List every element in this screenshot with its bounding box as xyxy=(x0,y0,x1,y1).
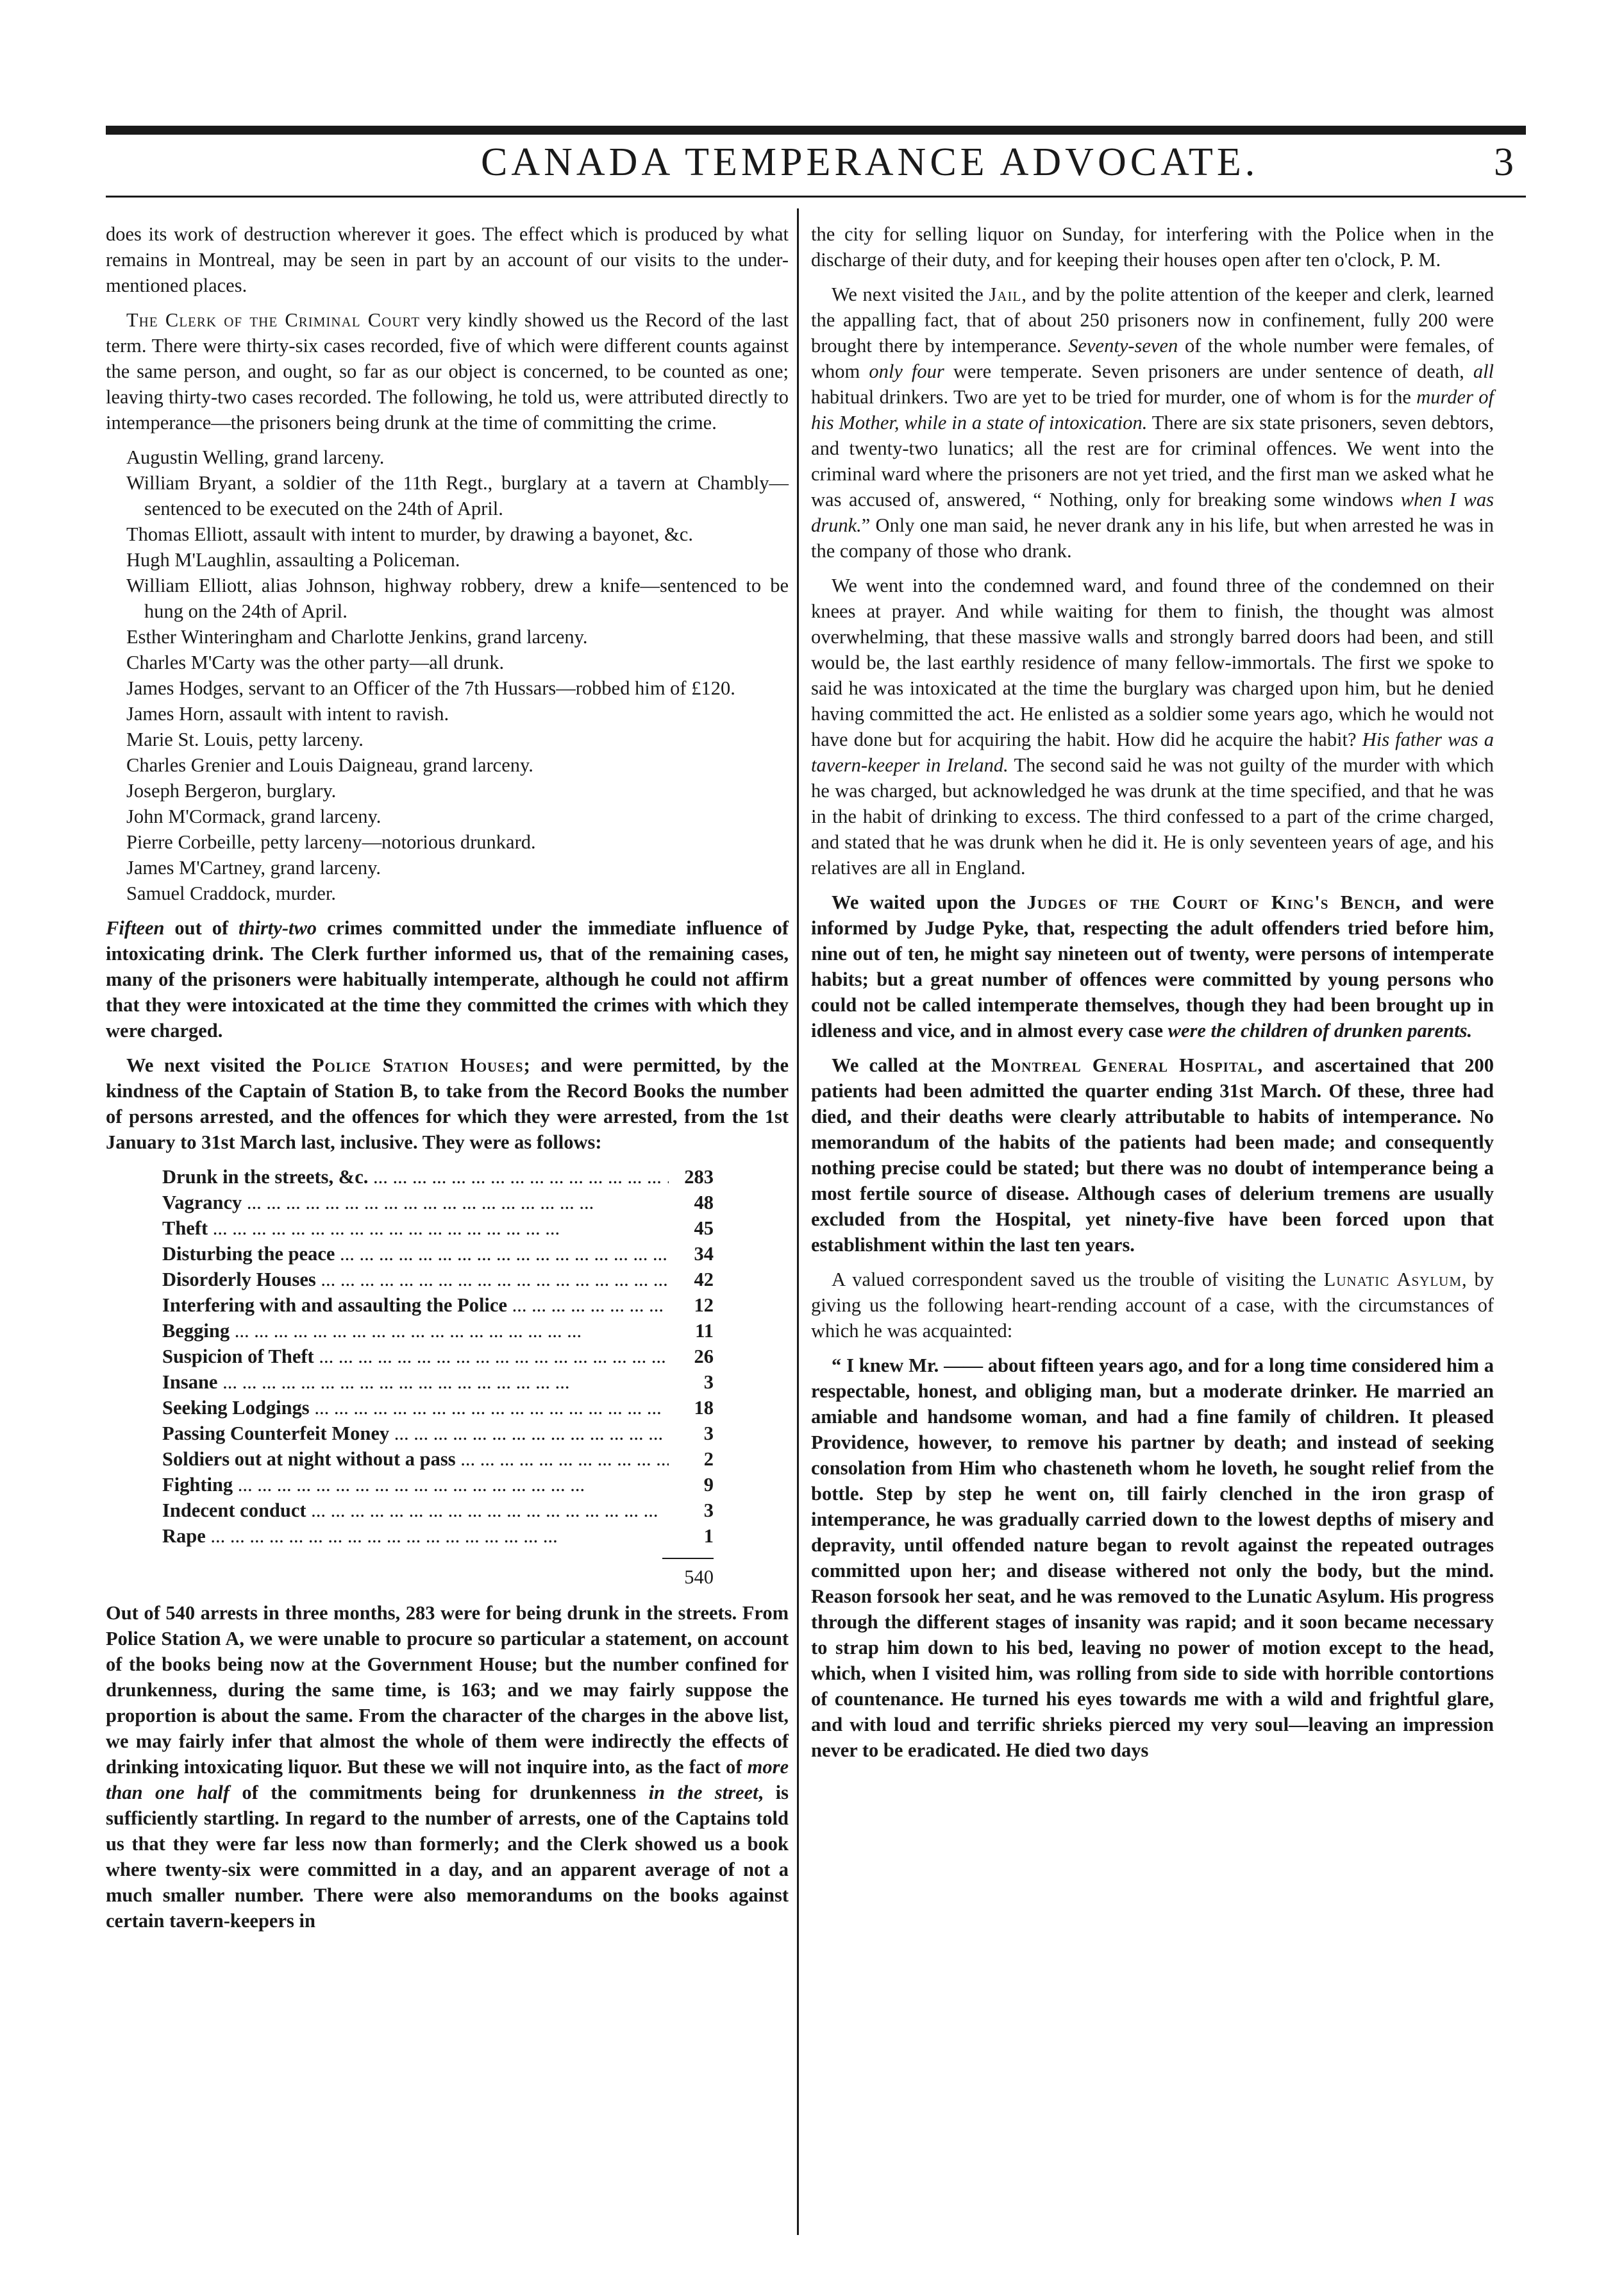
list-item: William Elliott, alias Johnson, highway robbery, drew a knife—sentenced to be hung on the 24th of April. xyxy=(126,575,789,622)
clerk-heading: The Clerk of the Criminal Court xyxy=(126,309,421,331)
list-item: James Horn, assault with intent to ravish. xyxy=(126,703,449,725)
left-paragraph-police: We next visited the Police Station Houses; and were permitted, by the kindness of the Captain of Station B, to take from the Record Books the number of persons arrested, and the offences for which they were arrested, from the 1st January to 31st March last, inclusive. They were as follows: xyxy=(106,1054,789,1153)
total-rule xyxy=(662,1558,714,1559)
table-row: Soldiers out at night without a pass ... . 2 xyxy=(162,1446,714,1472)
left-paragraph-clerk: The Clerk of the Criminal Court very kindly showed us the Record of the last term. There were thirty-six cases recorded, five of which were different counts against the same person, and ought, so far as our object is concerned, to be counted as one; leaving thirty-two cases recorded. The following, he told us, were attributed directly to intemperance—the prisoners being drunk at the time of committing the crime. xyxy=(106,309,789,434)
list-item: John M'Cormack, grand larceny. xyxy=(126,806,381,827)
table-row: Rape ... . 1 xyxy=(162,1523,714,1549)
list-item: James Hodges, servant to an Officer of the 7th Hussars—robbed him of £120. xyxy=(126,677,735,699)
list-item: Charles Grenier and Louis Daigneau, grand larceny. xyxy=(126,754,533,776)
stats-total: 540 xyxy=(684,1566,714,1588)
right-paragraph-jail: We next visited the Jail, and by the polite attention of the keeper and clerk, learned the appalling fact, that of about 250 prisoners now in confinement, fully 200 were brought there by intemperance. Seventy-seven of the whole number were females, of whom only four were temperate. Seven prisoners are under sentence of death, all habitual drinkers. Two are yet to be tried for murder, one of whom is for the murder of his Mother, while in a state of intoxication. There are six state prisoners, seven debtors, and twenty-two lunatics; all the rest are for criminal offences. We went into the criminal ward where the prisoners are not yet tried, and the first man we asked what he was accused of, answered, “ Nothing, only for breaking some windows when I was drunk.” Only one man said, he never drank any in his life, but when arrested he was in the company of those who drank. xyxy=(811,283,1494,562)
table-row: Disturbing the peace ... . 34 xyxy=(162,1241,714,1267)
table-row: Theft ... . 45 xyxy=(162,1215,714,1241)
table-row: Insane ... . 3 xyxy=(162,1369,714,1395)
list-item: Hugh M'Laughlin, assaulting a Policeman. xyxy=(126,549,460,571)
list-item: Thomas Elliott, assault with intent to murder, by drawing a bayonet, &c. xyxy=(126,523,693,545)
list-item: Augustin Welling, grand larceny. xyxy=(126,446,385,468)
page-number: 3 xyxy=(1494,140,1514,184)
table-row: Indecent conduct ... . 3 xyxy=(162,1497,714,1523)
table-row: Vagrancy ... . 48 xyxy=(162,1190,714,1215)
table-row: Drunk in the streets, &c. ... . 283 xyxy=(162,1164,714,1190)
right-paragraph-account: “ I knew Mr. —— about fifteen years ago, and for a long time considered him a respectable, honest, and obliging man, but a moderate drinker. He married an amiable and handsome woman, and had a fine family of children. It pleased Providence, however, to remove his partner by death; and instead of seeking consolation from Him who chasteneth whom he loveth, he sought relief from the bottle. Step by step he went on, till fairly clenched in the iron grasp of intemperance, he was gradually carried down to the lowest depths of misery and depravity, until offended nature began to revolt against the repeated outrages committed upon her; and disease withered not only the body, but the mind. Reason forsook her seat, and he was removed to the Lunatic Asylum. His progress through the different stages of insanity was rapid; and it soon became necessary to strap him down to his bed, leaving no power of motion except to the head, which, when I visited him, was rolling from side to side with horrible contortions of countenance. He turned his eyes towards me with a wild and frightful glare, and with loud and terrific shrieks pierced my very soul—leaving an impression never to be eradicated. He died two days xyxy=(811,1354,1494,1761)
table-row: Passing Counterfeit Money ... . 3 xyxy=(162,1421,714,1446)
list-item: Joseph Bergeron, burglary. xyxy=(126,780,337,802)
list-item: William Bryant, a soldier of the 11th Regt., burglary at a tavern at Chambly—sentenced to be executed on the 24th of April. xyxy=(126,472,789,519)
table-row: Disorderly Houses ... . 42 xyxy=(162,1267,714,1292)
list-item: Pierre Corbeille, petty larceny—notorious drunkard. xyxy=(126,831,536,853)
list-item: Charles M'Carty was the other party—all drunk. xyxy=(126,652,505,673)
crime-list xyxy=(106,444,789,906)
right-paragraph-hospital: We called at the Montreal General Hospital, and ascertained that 200 patients had been admitted the quarter ending 31st March. Of these, three had died, and their deaths were clearly attributable to habits of intemperance. No memorandum of the habits of the patients had been made; and consequently nothing precise could be stated; but there was no doubt of intemperance being a most fertile source of disease. Although cases of delerium tremens are usually excluded from the Hospital, yet ninety-five have been forced upon that establishment within the last ten years. xyxy=(811,1054,1494,1256)
right-paragraph-judges: We waited upon the Judges of the Court of King's Bench, and were informed by Judge Pyke, that, respecting the adult offenders tried before him, nine out of ten, he might say nineteen out of twenty, were persons of intemperate habits; but a great number of offences were committed by young persons who could not be called intemperate themselves, though they had been brought up in idleness and vice, and in almost every case were the children of drunken parents. xyxy=(811,891,1494,1042)
column-divider xyxy=(797,208,799,2235)
table-row: Begging ... . 11 xyxy=(162,1318,714,1344)
list-item: Samuel Craddock, murder. xyxy=(126,882,336,904)
table-row: Suspicion of Theft ... . 26 xyxy=(162,1344,714,1369)
right-paragraph-condemned: We went into the condemned ward, and found three of the condemned on their knees at prayer. And while waiting for them to finish, the thought was almost overwhelming, that these massive walls and strongly barred doors had been, and still would be, the last earthly residence of many fellow-immortals. The first we spoke to said he was intoxicated at the time the burglary was charged upon him, but he denied having committed the act. He enlisted as a soldier some years ago, which he would not have done but for acquiring the habit. How did he acquire the habit? His father was a tavern-keeper in Ireland. The second said he was not guilty of the murder with which he was charged, but acknowledged he was drunk at the time specified, and that he was in the habit of drinking to excess. The third confessed to a part of the crime charged, and stated that he was drunk when he did it. He is only seventeen years of age, and his relatives are all in England. xyxy=(811,575,1494,879)
right-paragraph-1: the city for selling liquor on Sunday, for interfering with the Police when in the discharge of their duty, and for keeping their houses open after ten o'clock, P. M. xyxy=(811,223,1494,271)
list-item: Esther Winteringham and Charlotte Jenkins, grand larceny. xyxy=(126,626,588,648)
header-rule-thick xyxy=(106,126,1526,135)
right-paragraph-asylum: A valued correspondent saved us the trouble of visiting the Lunatic Asylum, by giving us the following heart-rending account of a case, with the circumstances of which he was acquainted: xyxy=(811,1269,1494,1342)
right-column xyxy=(811,221,1494,1772)
left-column xyxy=(106,221,789,1943)
left-paragraph-fifteen: Fifteen out of thirty-two crimes committed under the immediate influence of intoxicating drink. The Clerk further informed us, that of the remaining cases, many of the prisoners were habitually intemperate, although he could not affirm that they were intoxicated at the time they committed the crimes with which they were charged. xyxy=(106,917,789,1042)
left-paragraph-arrests: Out of 540 arrests in three months, 283 were for being drunk in the streets. From Police Station A, we were unable to procure so particular a statement, on account of the books being now at the Government House; but the number confined for drunkenness, during the same time, is 163; and we may fairly suppose the proportion is about the same. From the character of the charges in the above list, we may fairly infer that almost the whole of them were indirectly the effects of drinking intoxicating liquor. But these we will not inquire into, as the fact of more than one half of the commitments being for drunkenness in the street, is sufficiently startling. In regard to the number of arrests, one of the Captains told us that they were far less now than formerly; and the Clerk showed us a book where twenty-six were committed in a day, and an apparent average of not a much smaller number. There were also memorandums on the books against certain tavern-keepers in xyxy=(106,1602,789,1932)
list-item: James M'Cartney, grand larceny. xyxy=(126,857,381,879)
table-row: Fighting ... . 9 xyxy=(162,1472,714,1497)
header-rule-thin xyxy=(106,196,1526,198)
left-paragraph-1: does its work of destruction wherever it goes. The effect which is produced by what remains in Montreal, may be seen in part by an account of our visits to the under-mentioned places. xyxy=(106,223,789,296)
masthead-title: CANADA TEMPERANCE ADVOCATE. xyxy=(481,140,1259,184)
table-row: Seeking Lodgings ... . 18 xyxy=(162,1395,714,1421)
list-item: Marie St. Louis, petty larceny. xyxy=(126,729,364,750)
arrest-statistics-table xyxy=(162,1164,714,1590)
table-row: Interfering with and assaulting the Police ... . 12 xyxy=(162,1292,714,1318)
